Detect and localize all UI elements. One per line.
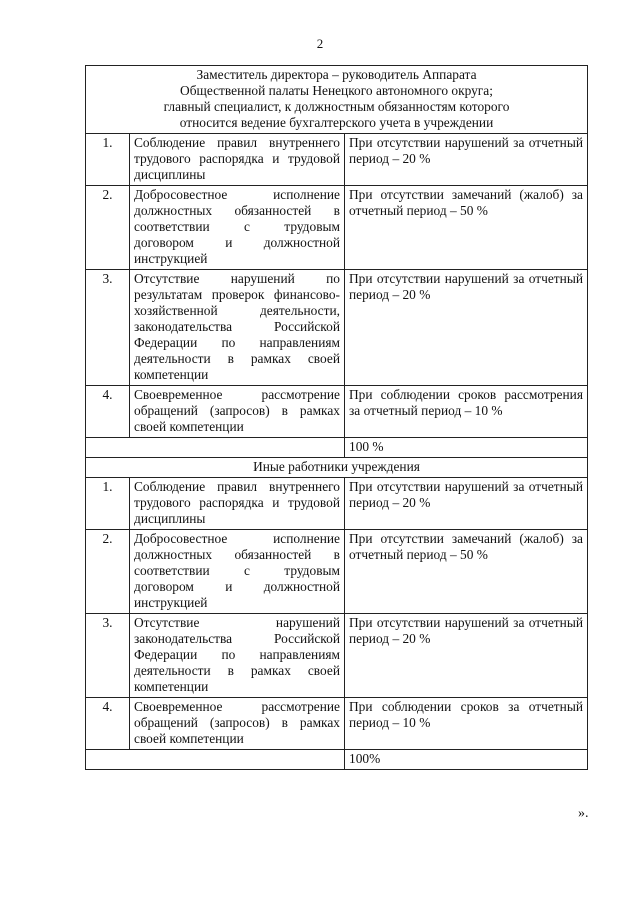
row-condition: При отсутствии нарушений за отчетный период – 20 % bbox=[345, 614, 588, 698]
row-condition: При соблюдении сроков рассмотрения за отчетный период – 10 % bbox=[345, 386, 588, 438]
closing-quote-mark: ». bbox=[578, 806, 589, 821]
table-row bbox=[86, 386, 588, 438]
row-criterion: Соблюдение правил внутреннего трудового распорядка и трудовой дисциплины bbox=[130, 134, 345, 186]
table-row bbox=[86, 614, 588, 698]
row-criterion: Своевременное рассмотрение обращений (запросов) в рамках своей компетенции bbox=[130, 386, 345, 438]
row-criterion: Отсутствие нарушений законодательства Российской Федерации по направлениям деятельности в рамках своей компетенции bbox=[130, 614, 345, 698]
section1-heading bbox=[86, 66, 588, 134]
row-condition: При отсутствии нарушений за отчетный период – 20 % bbox=[345, 134, 588, 186]
row-condition: При отсутствии нарушений за отчетный период – 20 % bbox=[345, 270, 588, 386]
row-criterion: Добросовестное исполнение должностных обязанностей в соответствии с трудовым договором и должностной инструкцией bbox=[130, 530, 345, 614]
section1-total-row bbox=[86, 438, 588, 458]
criteria-table bbox=[85, 65, 588, 770]
row-condition: При отсутствии нарушений за отчетный период – 20 % bbox=[345, 478, 588, 530]
section1-heading-line: Заместитель директора – руководитель Аппарата bbox=[196, 67, 477, 82]
table-row bbox=[86, 698, 588, 750]
section2-total-row bbox=[86, 750, 588, 770]
page-number: 2 bbox=[316, 36, 324, 51]
table-row bbox=[86, 134, 588, 186]
section1-total: 100 % bbox=[345, 438, 588, 458]
row-criterion: Соблюдение правил внутреннего трудового распорядка и трудовой дисциплины bbox=[130, 478, 345, 530]
section2-total: 100% bbox=[345, 750, 588, 770]
row-number: 1. bbox=[86, 134, 130, 186]
row-number: 2. bbox=[86, 530, 130, 614]
total-empty-cell bbox=[86, 438, 345, 458]
table-row bbox=[86, 478, 588, 530]
row-number: 3. bbox=[86, 270, 130, 386]
section2-heading-row bbox=[86, 458, 588, 478]
row-number: 3. bbox=[86, 614, 130, 698]
total-empty-cell bbox=[86, 750, 345, 770]
row-condition: При отсутствии замечаний (жалоб) за отчетный период – 50 % bbox=[345, 530, 588, 614]
row-number: 2. bbox=[86, 186, 130, 270]
section1-heading-row bbox=[86, 66, 588, 134]
row-condition: При соблюдении сроков за отчетный период – 10 % bbox=[345, 698, 588, 750]
table-row bbox=[86, 530, 588, 614]
table-row bbox=[86, 270, 588, 386]
section1-heading-line: главный специалист, к должностным обязанностям которого bbox=[163, 99, 510, 114]
row-number: 4. bbox=[86, 386, 130, 438]
row-number: 4. bbox=[86, 698, 130, 750]
row-number: 1. bbox=[86, 478, 130, 530]
row-criterion: Добросовестное исполнение должностных обязанностей в соответствии с трудовым договором и должностной инструкцией bbox=[130, 186, 345, 270]
row-criterion: Своевременное рассмотрение обращений (запросов) в рамках своей компетенции bbox=[130, 698, 345, 750]
section1-heading-line: Общественной палаты Ненецкого автономного округа; bbox=[180, 83, 493, 98]
row-condition: При отсутствии замечаний (жалоб) за отчетный период – 50 % bbox=[345, 186, 588, 270]
table-row bbox=[86, 186, 588, 270]
row-criterion: Отсутствие нарушений по результатам проверок финансово-хозяйственной деятельности, законодательства Российской Федерации по направлениям деятельности в рамках своей компетенции bbox=[130, 270, 345, 386]
section2-heading: Иные работники учреждения bbox=[86, 458, 588, 478]
section1-heading-line: относится ведение бухгалтерского учета в учреждении bbox=[179, 115, 494, 130]
